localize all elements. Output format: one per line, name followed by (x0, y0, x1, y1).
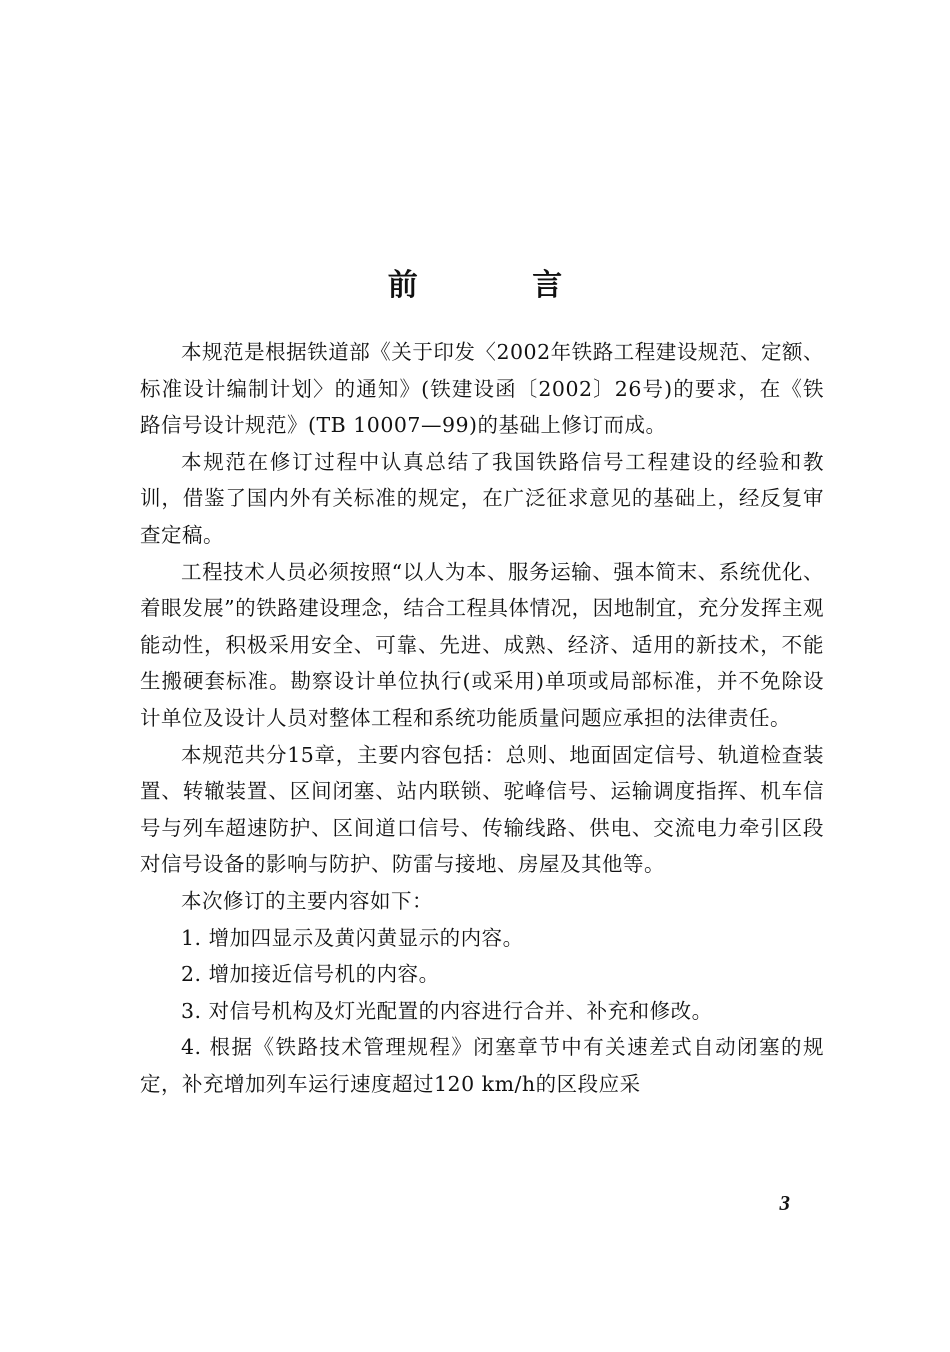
list-item: 2. 增加接近信号机的内容。 (181, 962, 440, 987)
list-item: 3. 对信号机构及灯光配置的内容进行合并、补充和修改。 (181, 998, 713, 1023)
page-number: 3 (779, 1191, 790, 1215)
list-item: 4. 根据《铁路技术管理规程》闭塞章节中有关速差式自动闭塞的规定，补充增加列车运行速度超过120 km/h的区段应采 (140, 1035, 824, 1096)
paragraph: 本规范共分15章，主要内容包括：总则、地面固定信号、轨道检查装置、转辙装置、区间闭塞、站内联锁、驼峰信号、运输调度指挥、机车信号与列车超速防护、区间道口信号、传输线路、供电、交流电力牵引区段对信号设备的影响与防护、防雷与接地、房屋及其他等。 (140, 742, 824, 877)
list-item: 1. 增加四显示及黄闪黄显示的内容。 (181, 925, 524, 950)
paragraph: 本规范在修订过程中认真总结了我国铁路信号工程建设的经验和教训，借鉴了国内外有关标准的规定，在广泛征求意见的基础上，经反复审查定稿。 (140, 449, 824, 547)
body-text (140, 334, 824, 1102)
paragraph: 本规范是根据铁道部《关于印发〈2002年铁路工程建设规范、定额、标准设计编制计划〉的通知》(铁建设函〔2002〕26号)的要求，在《铁路信号设计规范》(TB 10007—99)的基础上修订而成。 (140, 340, 824, 438)
paragraph: 工程技术人员必须按照“以人为本、服务运输、强本简末、系统优化、着眼发展”的铁路建设理念，结合工程具体情况，因地制宜，充分发挥主观能动性，积极采用安全、可靠、先进、成熟、经济、适用的新技术，不能生搬硬套标准。勘察设计单位执行(或采用)单项或局部标准，并不免除设计单位及设计人员对整体工程和系统功能质量问题应承担的法律责任。 (140, 559, 824, 730)
paragraph: 本次修订的主要内容如下： (181, 888, 433, 913)
page-title: 前 言 (387, 268, 615, 303)
